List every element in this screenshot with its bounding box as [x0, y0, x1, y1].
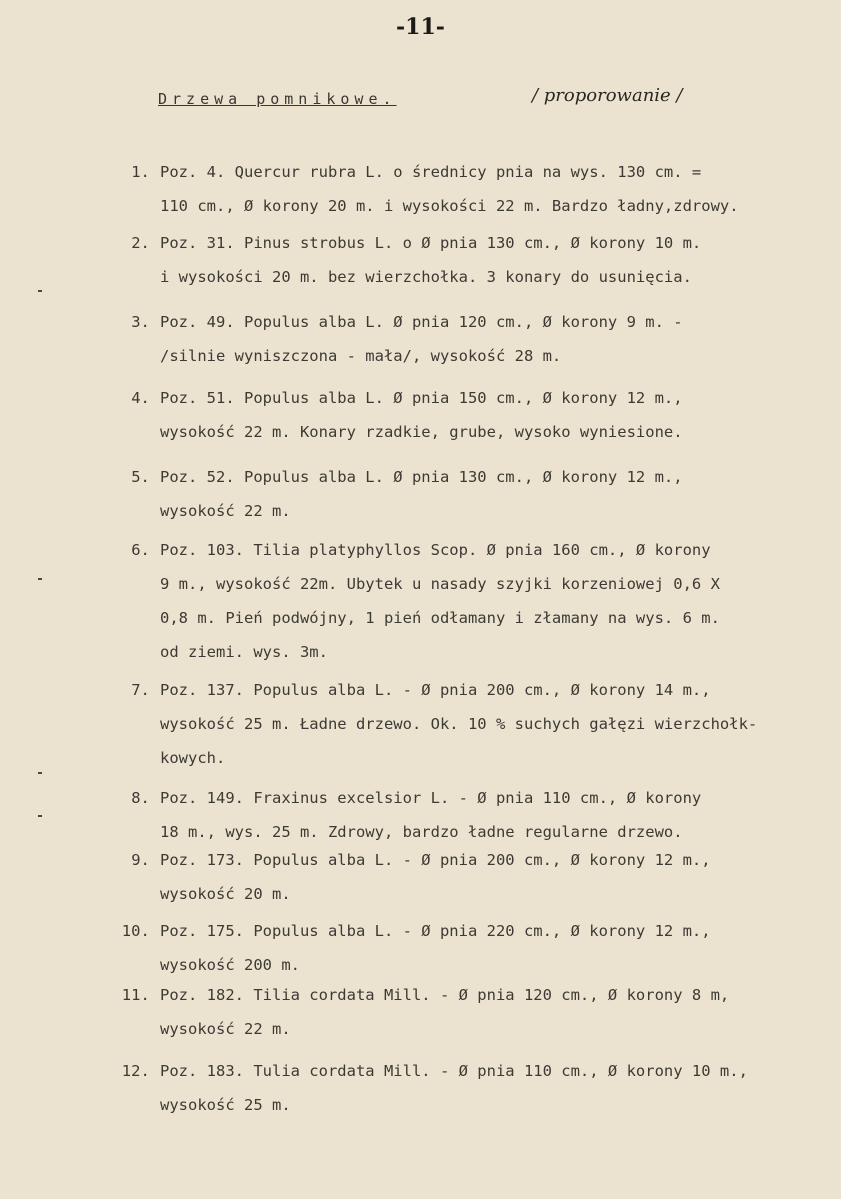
entry-text-line: Poz. 31. Pinus strobus L. o Ø pnia 130 cm., Ø korony 10 m. [160, 234, 702, 252]
margin-mark [38, 815, 42, 817]
margin-mark [38, 772, 42, 774]
page-number: -11- [396, 14, 445, 40]
entry-text-line: Poz. 49. Populus alba L. Ø pnia 120 cm., Ø korony 9 m. - [160, 313, 683, 331]
entry-text-line: Poz. 51. Populus alba L. Ø pnia 150 cm., Ø korony 12 m., [160, 389, 683, 407]
entry-number: 12. [121, 1062, 150, 1080]
entry-text-line: 9 m., wysokość 22m. Ubytek u nasady szyjki korzeniowej 0,6 X [160, 575, 720, 593]
entry-number: 11. [121, 986, 150, 1004]
entry-text-line: Poz. 173. Populus alba L. - Ø pnia 200 cm., Ø korony 12 m., [160, 851, 711, 869]
entry-number: 2. [131, 234, 150, 252]
entry-text-line: Poz. 4. Quercur rubra L. o średnicy pnia na wys. 130 cm. = [160, 163, 702, 181]
entry-number: 5. [131, 468, 150, 486]
entry-text-line: 18 m., wys. 25 m. Zdrowy, bardzo ładne regularne drzewo. [160, 823, 683, 841]
entry-number: 8. [131, 789, 150, 807]
margin-mark [38, 290, 42, 292]
entry-text-line: Poz. 183. Tulia cordata Mill. - Ø pnia 110 cm., Ø korony 10 m., [160, 1062, 748, 1080]
entry-text-line: kowych. [160, 749, 226, 767]
entry-number: 4. [131, 389, 150, 407]
entry-text-line: wysokość 20 m. [160, 885, 291, 903]
entry-number: 6. [131, 541, 150, 559]
entry-text-line: Poz. 137. Populus alba L. - Ø pnia 200 cm., Ø korony 14 m., [160, 681, 711, 699]
entry-text-line: Poz. 103. Tilia platyphyllos Scop. Ø pnia 160 cm., Ø korony [160, 541, 711, 559]
entry-number: 3. [131, 313, 150, 331]
entry-text-line: wysokość 200 m. [160, 956, 300, 974]
entry-number: 1. [131, 163, 150, 181]
entry-text-line: Poz. 52. Populus alba L. Ø pnia 130 cm., Ø korony 12 m., [160, 468, 683, 486]
handwritten-annotation: / proporowanie / [532, 85, 683, 106]
entry-text-line: Poz. 182. Tilia cordata Mill. - Ø pnia 120 cm., Ø korony 8 m, [160, 986, 730, 1004]
entry-text-line: /silnie wyniszczona - mała/, wysokość 28 m. [160, 347, 562, 365]
entry-text-line: 0,8 m. Pień podwójny, 1 pień odłamany i złamany na wys. 6 m. [160, 609, 720, 627]
entry-text-line: 110 cm., Ø korony 20 m. i wysokości 22 m. Bardzo ładny,zdrowy. [160, 197, 739, 215]
entry-number: 7. [131, 681, 150, 699]
entry-text-line: wysokość 25 m. [160, 1096, 291, 1114]
margin-mark [38, 578, 42, 580]
entry-text-line: wysokość 22 m. Konary rzadkie, grube, wysoko wyniesione. [160, 423, 683, 441]
entry-text-line: wysokość 22 m. [160, 502, 291, 520]
entry-number: 9. [131, 851, 150, 869]
entry-text-line: Poz. 149. Fraxinus excelsior L. - Ø pnia 110 cm., Ø korony [160, 789, 702, 807]
entry-text-line: od ziemi. wys. 3m. [160, 643, 328, 661]
entry-text-line: Poz. 175. Populus alba L. - Ø pnia 220 cm., Ø korony 12 m., [160, 922, 711, 940]
entry-number: 10. [121, 922, 150, 940]
section-heading: Drzewa pomnikowe. [158, 90, 397, 108]
entry-text-line: wysokość 22 m. [160, 1020, 291, 1038]
entry-text-line: wysokość 25 m. Ładne drzewo. Ok. 10 % suchych gałęzi wierzchołk- [160, 715, 758, 733]
entry-text-line: i wysokości 20 m. bez wierzchołka. 3 konary do usunięcia. [160, 268, 692, 286]
